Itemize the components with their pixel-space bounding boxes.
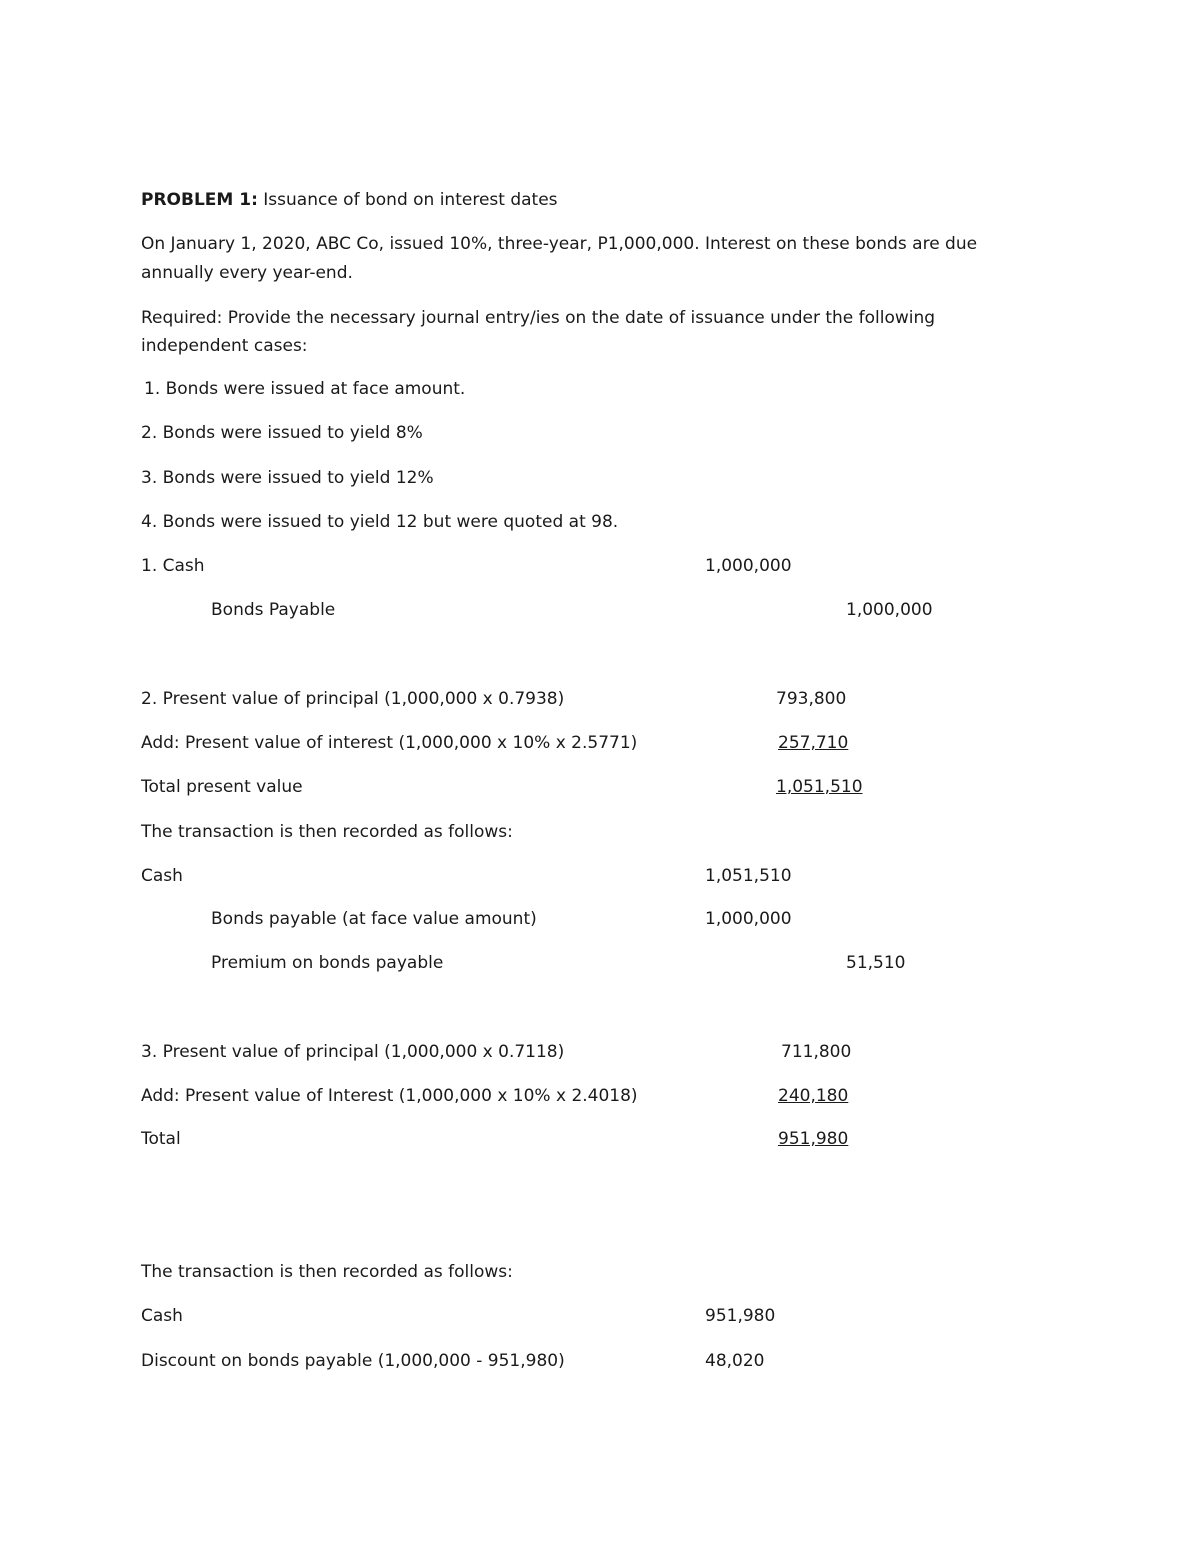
solution2-total-amount: 1,051,510 <box>776 777 863 797</box>
problem-heading: PROBLEM 1: <box>141 190 258 210</box>
case-item-1: 1. Bonds were issued at face amount. <box>144 379 466 399</box>
solution3-pv-interest-amount: 240,180 <box>778 1086 849 1106</box>
solution2-pv-interest-label: Add: Present value of interest (1,000,000 x 10% x 2.5771) <box>141 733 638 753</box>
solution3-cash-amount: 951,980 <box>705 1306 776 1326</box>
solution1-debit-amount: 1,000,000 <box>705 556 792 576</box>
case-item-3: 3. Bonds were issued to yield 12% <box>141 468 434 488</box>
solution3-total-amount: 951,980 <box>778 1129 849 1149</box>
problem-heading-line <box>141 189 558 211</box>
solution2-bonds-amount: 1,000,000 <box>705 909 792 929</box>
solution2-cash-amount: 1,051,510 <box>705 866 792 886</box>
required-line-1: Required: Provide the necessary journal entry/ies on the date of issuance under the following <box>141 308 936 328</box>
case-item-2: 2. Bonds were issued to yield 8% <box>141 423 423 443</box>
solution1-credit-amount: 1,000,000 <box>846 600 933 620</box>
solution2-cash-label: Cash <box>141 866 183 886</box>
intro-line-2: annually every year-end. <box>141 263 353 283</box>
problem-heading-text: Issuance of bond on interest dates <box>257 190 558 210</box>
solution2-premium-amount: 51,510 <box>846 953 906 973</box>
solution1-debit-label: 1. Cash <box>141 556 205 576</box>
solution2-premium-label: Premium on bonds payable <box>211 953 444 973</box>
solution3-total-label: Total <box>141 1129 181 1149</box>
intro-line-1: On January 1, 2020, ABC Co, issued 10%, three-year, P1,000,000. Interest on these bonds are due <box>141 234 978 254</box>
solution2-pv-principal-label: 2. Present value of principal (1,000,000 x 0.7938) <box>141 689 565 709</box>
solution2-pv-principal-amount: 793,800 <box>776 689 847 709</box>
solution2-total-label: Total present value <box>141 777 303 797</box>
solution2-pv-interest-amount: 257,710 <box>778 733 849 753</box>
solution2-recorded-text: The transaction is then recorded as follows: <box>141 822 513 842</box>
solution3-pv-principal-label: 3. Present value of principal (1,000,000 x 0.7118) <box>141 1042 565 1062</box>
solution3-recorded-text: The transaction is then recorded as follows: <box>141 1262 513 1282</box>
solution3-pv-principal-amount: 711,800 <box>781 1042 852 1062</box>
solution3-discount-amount: 48,020 <box>705 1351 765 1371</box>
solution3-pv-interest-label: Add: Present value of Interest (1,000,000 x 10% x 2.4018) <box>141 1086 638 1106</box>
solution1-credit-label: Bonds Payable <box>211 600 336 620</box>
solution3-cash-label: Cash <box>141 1306 183 1326</box>
case-item-4: 4. Bonds were issued to yield 12 but were quoted at 98. <box>141 512 619 532</box>
solution2-bonds-label: Bonds payable (at face value amount) <box>211 909 537 929</box>
solution3-discount-label: Discount on bonds payable (1,000,000 - 951,980) <box>141 1351 565 1371</box>
required-line-2: independent cases: <box>141 336 308 356</box>
